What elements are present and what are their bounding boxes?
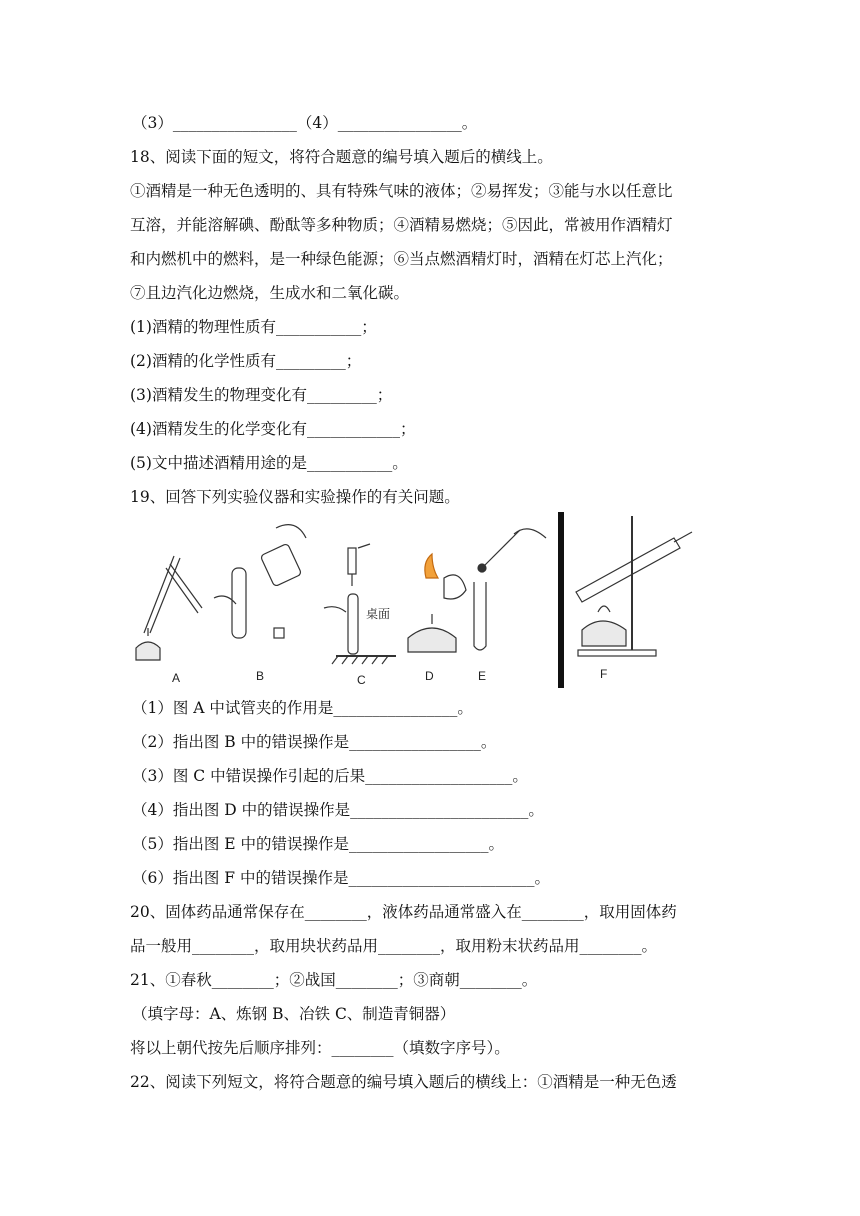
figure-label-d: D	[425, 669, 434, 683]
q21-options: （填字母：A、炼钢 B、冶铁 C、制造青铜器）	[132, 1005, 456, 1023]
q19-sub-4: （4）指出图 D 中的错误操作是_______________________。	[132, 801, 544, 819]
figure-f-heating-setup	[576, 516, 692, 656]
figure-a-test-tube-holder	[136, 556, 202, 660]
q19-heading: 19、回答下列实验仪器和实验操作的有关问题。	[130, 488, 460, 506]
figure-c-desk-label: 桌面	[366, 607, 391, 621]
q17-answer-blanks: （3）________________（4）________________。	[132, 114, 478, 132]
q18-sub-3: (3)酒精发生的物理变化有_________；	[130, 386, 393, 404]
q18-passage-line-4: ⑦且边汽化边燃烧，生成水和二氧化碳。	[130, 284, 410, 302]
q19-sub-2: （2）指出图 B 中的错误操作是_________________。	[132, 733, 497, 751]
figure-label-b: B	[256, 669, 265, 683]
q19-sub-1: （1）图 A 中试管夹的作用是________________。	[132, 699, 473, 717]
figure-label-f: F	[600, 667, 608, 681]
q19-sub-3: （3）图 C 中错误操作引起的后果___________________。	[132, 767, 528, 785]
q20-line-2: 品一般用________，取用块状药品用________，取用粉末状药品用________。	[130, 937, 658, 955]
figure-label-e: E	[478, 669, 487, 683]
figure-label-c: C	[357, 673, 366, 687]
q18-passage-line-2: 互溶，并能溶解碘、酚酞等多种物质；④酒精易燃烧；⑤因此，常被用作酒精灯	[130, 216, 673, 234]
q18-passage-line-3: 和内燃机中的燃料，是一种绿色能源；⑥当点燃酒精灯时，酒精在灯芯上汽化；	[130, 250, 673, 268]
q19-sub-5: （5）指出图 E 中的错误操作是__________________。	[132, 835, 505, 853]
q18-sub-1: (1)酒精的物理性质有___________；	[130, 318, 377, 336]
figure-e-test-tube-spoon	[474, 529, 546, 650]
figure-b-pouring-liquid	[214, 525, 306, 638]
q22-heading: 22、阅读下列短文，将符合题意的编号填入题后的横线上：①酒精是一种无色透	[130, 1073, 677, 1091]
figure-label-a: A	[172, 671, 181, 685]
q21-order: 将以上朝代按先后顺序排列：________（填数字序号）。	[130, 1039, 510, 1057]
q20-line-1: 20、固体药品通常保存在________，液体药品通常盛入在________，取用固体药	[130, 903, 677, 921]
q18-heading: 18、阅读下面的短文，将符合题意的编号填入题后的横线上。	[130, 148, 553, 166]
figure-c-desk-dropper	[324, 544, 396, 664]
q18-sub-2: (2)酒精的化学性质有_________；	[130, 352, 362, 370]
q18-sub-4: (4)酒精发生的化学变化有____________；	[130, 420, 416, 438]
q18-sub-5: (5)文中描述酒精用途的是___________。	[130, 454, 408, 472]
figure-divider	[558, 512, 564, 688]
figure-d-alcohol-lamp	[408, 554, 466, 652]
q19-sub-6: （6）指出图 F 中的错误操作是________________________。	[132, 869, 550, 887]
q21-line-1: 21、①春秋________；②战国________；③商朝________。	[130, 971, 538, 989]
q18-passage-line-1: ①酒精是一种无色透明的、具有特殊气味的液体；②易挥发；③能与水以任意比	[130, 182, 673, 200]
lab-operations-figure	[126, 508, 726, 688]
